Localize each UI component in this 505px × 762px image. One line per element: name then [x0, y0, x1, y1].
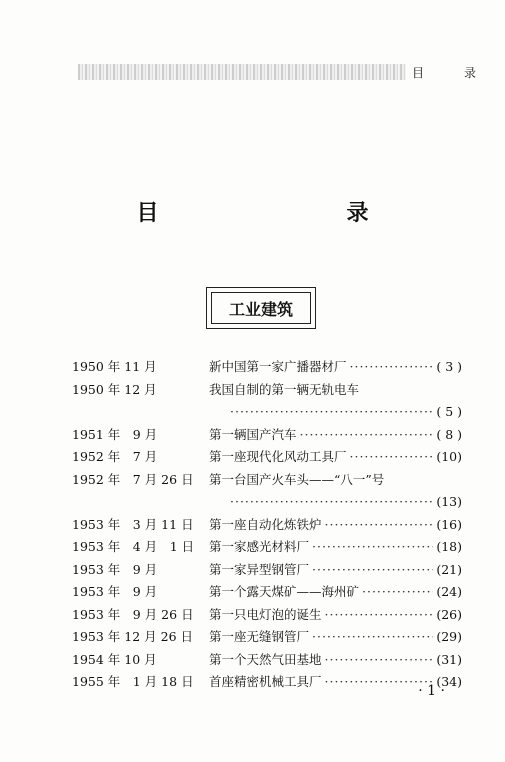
leader-dots — [350, 446, 434, 469]
header-rule — [78, 64, 406, 80]
leader-dots — [312, 626, 433, 649]
leader-dots — [325, 514, 434, 537]
toc-page: (29) — [436, 629, 462, 644]
toc-entry[interactable] — [72, 379, 462, 424]
leader-dots — [230, 401, 433, 424]
section-heading: 工业建筑 — [211, 292, 311, 324]
toc-title: 第一家异型钢管厂 — [209, 561, 310, 577]
toc-page: (13) — [436, 494, 462, 509]
toc-date: 1952 年 7 月 26 日 — [72, 471, 194, 487]
section-heading-box — [206, 287, 316, 329]
leader-dots — [325, 604, 434, 627]
leader-dots — [230, 491, 433, 514]
toc-page: (18) — [436, 539, 462, 554]
toc-title: 第一家感光材料厂 — [209, 539, 310, 554]
toc-page: (16) — [436, 516, 462, 532]
toc-title: 第一个天然气田基地 — [209, 651, 322, 667]
toc-date: 1953 年 9 月 26 日 — [72, 606, 194, 622]
toc-date: 1955 年 1 月 18 日 — [72, 674, 194, 689]
toc-entry[interactable] — [72, 424, 462, 447]
toc-date: 1952 年 7 月 — [72, 449, 158, 464]
toc-date: 1950 年 12 月 — [72, 381, 157, 397]
toc-page: (24) — [436, 584, 462, 599]
toc-entry[interactable] — [72, 604, 462, 627]
toc-title: 第一个露天煤矿——海州矿 — [209, 584, 360, 599]
toc-title: 第一辆国产汽车 — [209, 426, 297, 442]
toc-entry[interactable] — [72, 356, 462, 379]
toc-entry[interactable] — [72, 469, 462, 514]
toc-page: (10) — [436, 449, 462, 464]
toc-page: ( 5 ) — [436, 404, 462, 419]
toc-page: ( 8 ) — [436, 426, 462, 442]
toc-entry[interactable] — [72, 514, 462, 537]
toc-entry[interactable] — [72, 559, 462, 582]
toc-page: (26) — [436, 606, 462, 622]
table-of-contents — [72, 356, 462, 694]
toc-date: 1953 年 3 月 11 日 — [72, 516, 194, 532]
page-title: 目 录 — [136, 200, 417, 226]
leader-dots — [300, 424, 434, 447]
toc-page: (21) — [436, 561, 462, 577]
toc-page: (31) — [436, 651, 462, 667]
toc-date: 1953 年 4 月 1 日 — [72, 539, 195, 554]
toc-entry[interactable] — [72, 649, 462, 672]
toc-title: 我国自制的第一辆无轨电车 — [209, 381, 360, 397]
running-header: 目 录 — [412, 66, 491, 80]
toc-title: 首座精密机械工具厂 — [209, 674, 322, 689]
toc-date: 1951 年 9 月 — [72, 426, 158, 442]
leader-dots — [312, 559, 433, 582]
toc-title: 第一座自动化炼铁炉 — [209, 516, 322, 532]
page-number: · 1 · — [418, 683, 445, 699]
toc-title: 新中国第一家广播器材厂 — [209, 359, 347, 374]
toc-date: 1953 年 12 月 26 日 — [72, 629, 193, 644]
toc-entry[interactable] — [72, 536, 462, 559]
leader-dots — [325, 649, 434, 672]
toc-page: (34) — [436, 674, 462, 689]
toc-title: 第一座现代化风动工具厂 — [209, 449, 347, 464]
leader-dots — [362, 581, 433, 604]
toc-entry[interactable] — [72, 581, 462, 604]
leader-dots — [312, 536, 433, 559]
toc-entry[interactable] — [72, 446, 462, 469]
toc-title: 第一座无缝钢管厂 — [209, 629, 310, 644]
toc-date: 1953 年 9 月 — [72, 584, 158, 599]
toc-date: 1950 年 11 月 — [72, 359, 157, 374]
toc-title: 第一台国产火车头——“八一”号 — [209, 471, 385, 487]
toc-date: 1954 年 10 月 — [72, 651, 157, 667]
leader-dots — [350, 356, 434, 379]
toc-entry[interactable] — [72, 626, 462, 649]
toc-title: 第一只电灯泡的诞生 — [209, 606, 322, 622]
toc-date: 1953 年 9 月 — [72, 561, 158, 577]
toc-page: ( 3 ) — [436, 359, 462, 374]
